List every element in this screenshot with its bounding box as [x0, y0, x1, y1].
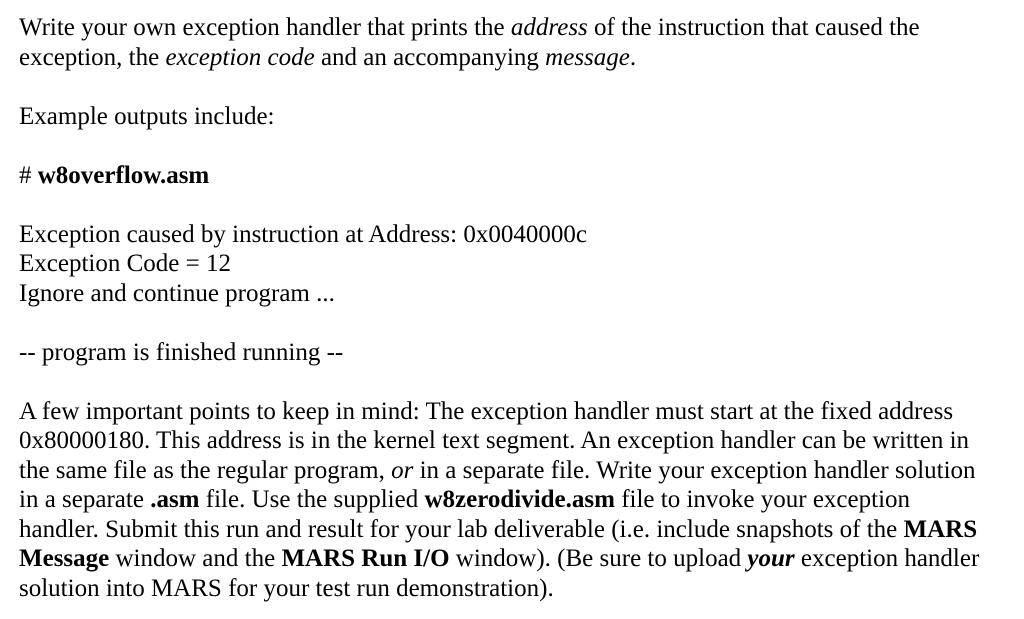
intro-text: exception, the: [19, 43, 166, 71]
intro-paragraph: [19, 13, 1019, 72]
bold-mars-run-io: MARS Run I/O: [281, 545, 450, 572]
emphasis-message: message: [545, 43, 630, 71]
notes-text: window). (Be sure to upload: [449, 545, 748, 572]
notes-text: file to invoke your exception: [614, 486, 911, 513]
finished-text: -- program is finished running --: [19, 338, 344, 366]
notes-text: file. Use the supplied: [199, 486, 425, 513]
notes-line-2: 0x80000180. This address is in the kernel text segment. An exception handler can be written in: [19, 427, 970, 454]
notes-text: the same file as the regular program,: [19, 456, 392, 484]
file-heading: [19, 161, 1019, 191]
notes-line-5: [19, 515, 1019, 545]
emphasis-exception-code: exception code: [165, 43, 315, 71]
intro-text: of the instruction that caused the: [587, 14, 920, 41]
hash-prefix: #: [19, 161, 38, 189]
emphasis-address: address: [510, 14, 588, 41]
document-body: [19, 13, 1019, 603]
file-heading-line: [19, 161, 1019, 191]
filename-w8zerodivide: w8zerodivide.asm: [424, 486, 615, 513]
notes-text: in a separate: [19, 486, 151, 513]
bold-asm: .asm: [150, 486, 200, 513]
example-heading-text: Example outputs include:: [19, 102, 275, 130]
example-output: [19, 220, 1019, 309]
filename-w8overflow: w8overflow.asm: [37, 161, 210, 189]
notes-line-1: A few important points to keep in mind: The exception handler must start at the fixed address: [19, 397, 954, 425]
finished-line: [19, 338, 1019, 368]
spacer: [19, 308, 1019, 338]
intro-line-2: [19, 43, 1019, 73]
spacer: [19, 131, 1019, 161]
intro-text: .: [629, 43, 637, 71]
emphasis-your: your: [747, 545, 795, 572]
output-line-continue: Ignore and continue program ...: [19, 279, 335, 307]
emphasis-or: or: [391, 456, 414, 484]
notes-line-3: [19, 456, 1019, 486]
notes-text: in a separate file. Write your exception handler solution: [413, 456, 976, 484]
bold-message: Message: [19, 545, 110, 572]
intro-text: and an accompanying: [314, 43, 546, 71]
output-line-code: Exception Code = 12: [19, 250, 231, 277]
notes-line-4: [19, 485, 1019, 515]
notes-paragraph: [19, 397, 1019, 604]
notes-line-6: [19, 544, 1019, 574]
notes-text: window and the: [109, 545, 282, 572]
bold-mars: MARS: [903, 515, 978, 543]
spacer: [19, 72, 1019, 102]
spacer: [19, 190, 1019, 220]
intro-line-1: [19, 13, 1019, 43]
spacer: [19, 367, 1019, 397]
notes-text: exception handler: [794, 545, 980, 572]
notes-text: handler. Submit this run and result for your lab deliverable (i.e. include snapshots of the: [19, 515, 904, 543]
intro-text: Write your own exception handler that prints the: [19, 14, 511, 41]
example-heading: [19, 102, 1019, 132]
output-line-address: Exception caused by instruction at Address: 0x0040000c: [19, 220, 587, 248]
notes-line-7: solution into MARS for your test run demonstration).: [19, 574, 554, 602]
